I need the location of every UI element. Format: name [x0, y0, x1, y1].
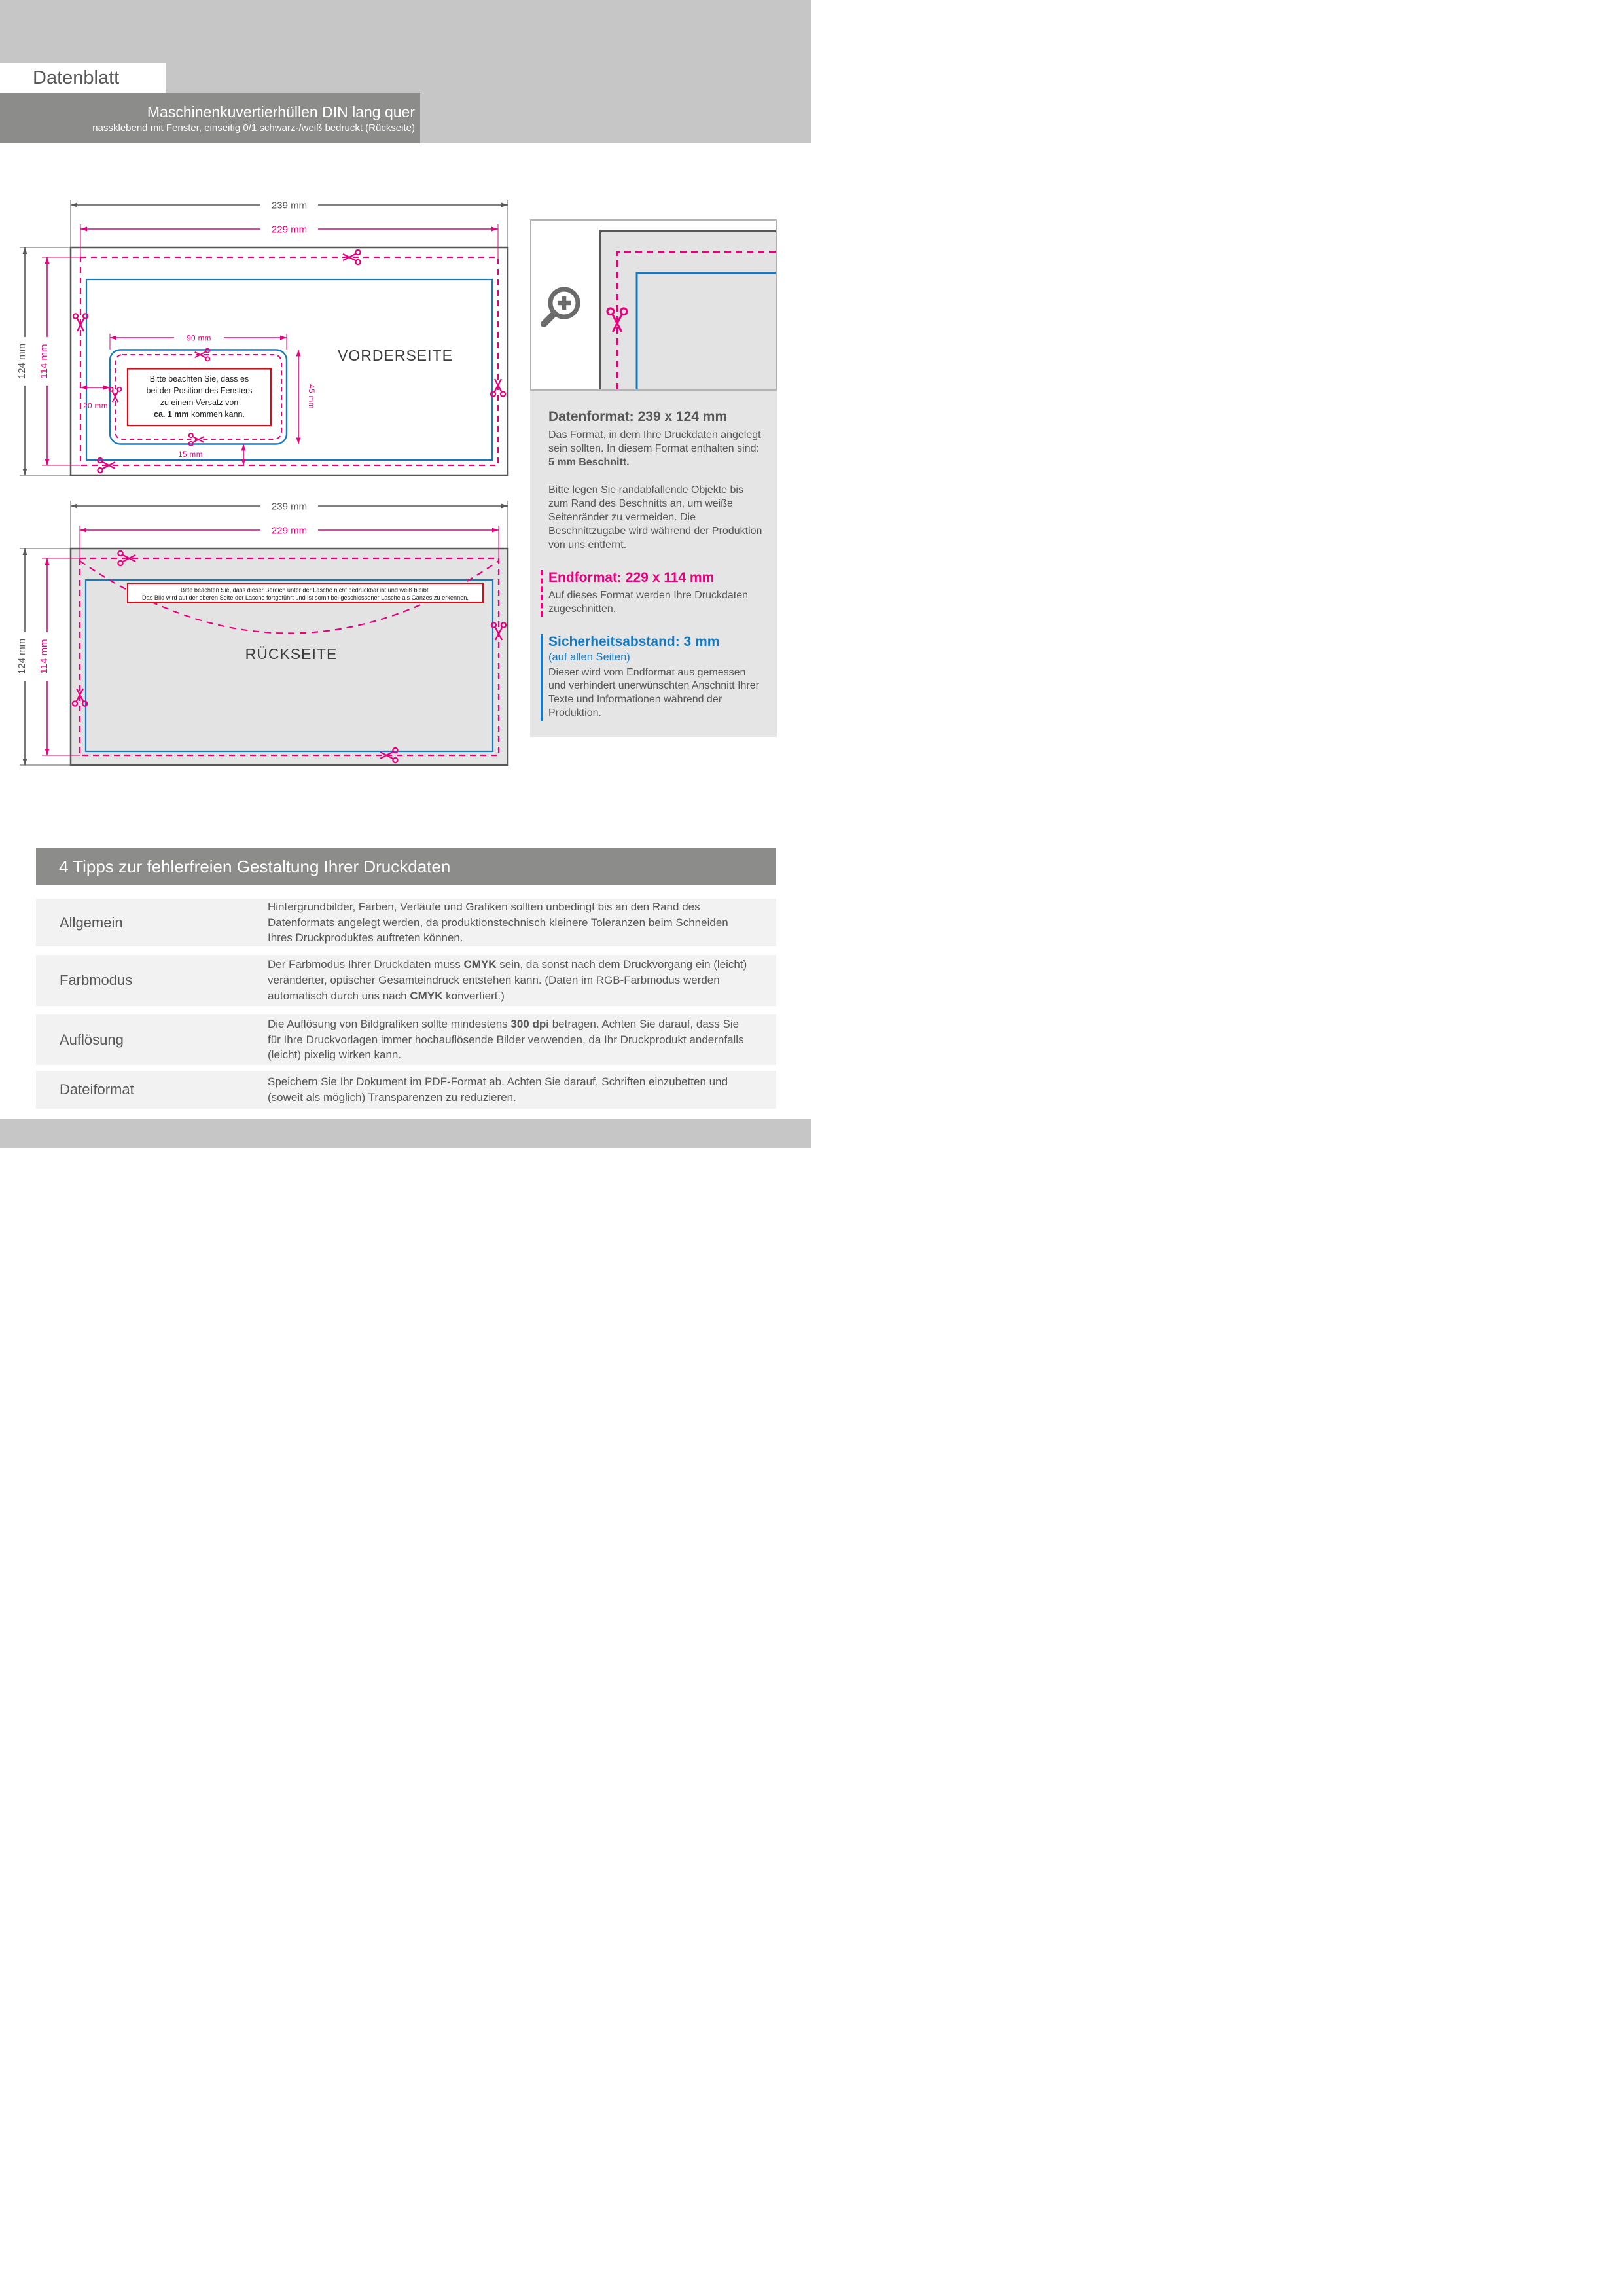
dim-label: 124 mm — [16, 343, 27, 380]
tip-text-segment-bold: CMYK — [463, 958, 497, 971]
datenformat-paragraph-1 — [548, 429, 762, 470]
tip-row-allgemein — [36, 899, 776, 946]
dim-label: 114 mm — [39, 344, 50, 379]
dim-label: 90 mm — [187, 334, 211, 343]
dim-label: 229 mm — [271, 224, 308, 236]
tip-text-segment: Die Auflösung von Bildgrafiken sollte mindestens — [268, 1017, 511, 1030]
tip-text-segment-bold: 300 dpi — [510, 1017, 549, 1030]
back-side-label: RÜCKSEITE — [245, 645, 338, 662]
endformat-paragraph: Auf dieses Format werden Ihre Druckdaten zugeschnitten. — [548, 589, 749, 615]
tip-text — [268, 1016, 776, 1063]
dim-label: 229 mm — [271, 525, 308, 537]
product-subtitle: nassklebend mit Fenster, einseitig 0/1 schwarz-/weiß bedruckt (Rückseite) — [92, 122, 415, 134]
tip-text — [268, 899, 776, 946]
datenformat-title: Datenformat: 239 x 124 mm — [548, 409, 728, 424]
front-diagram — [0, 187, 530, 478]
corner-detail-box — [530, 219, 777, 391]
datasheet-page — [0, 0, 812, 1148]
front-side-label: VORDERSEITE — [338, 347, 453, 364]
tip-text — [268, 1074, 776, 1105]
flap-note-line1: Bitte beachten Sie, dass dieser Bereich unter der Lasche nicht bedruckbar ist und weiß bleibt. — [181, 586, 430, 594]
window-note-line4: ca. 1 mm kommen kann. — [154, 410, 245, 419]
sheet-title-box — [0, 63, 166, 93]
sheet-title: Datenblatt — [33, 67, 120, 88]
sicherheitsabstand-block — [541, 634, 762, 721]
dim-label: 15 mm — [178, 451, 203, 459]
sicherheitsabstand-title: Sicherheitsabstand: 3 mm — [548, 634, 720, 649]
tips-title: 4 Tipps zur fehlerfreien Gestaltung Ihrer Druckdaten — [59, 856, 451, 876]
tip-text-segment: konvertiert.) — [442, 989, 505, 1002]
magnifier-plus-icon — [544, 289, 578, 324]
datenformat-p1-bold: 5 mm Beschnitt. — [548, 456, 630, 468]
dim-label: 239 mm — [271, 501, 308, 512]
window-note-line3: zu einem Versatz von — [160, 398, 239, 407]
dim-label: 45 mm — [307, 384, 315, 409]
tip-text-segment: betragen. Achten Sie darauf, dass Sie für Ihre Druckvorlagen immer hochauflösende Bilder verwenden, da Ihr Druckprodukt andernfalls (leicht) pixelig wirken kann. — [268, 1017, 744, 1062]
product-title: Maschinenkuvertierhüllen DIN lang quer — [147, 103, 415, 120]
tip-text-segment-bold: CMYK — [410, 989, 443, 1002]
tip-row-aufloesung — [36, 1014, 776, 1065]
sicherheitsabstand-subtitle: (auf allen Seiten) — [548, 651, 630, 663]
tip-label: Auflösung — [60, 1031, 124, 1048]
tip-text-segment: sein, da sonst nach dem Druckvorgang ein (leicht) veränderter, optischer Gesamteindruck entstehen kann. (Daten im RGB-Farbmodus werden automatisch durch uns nach — [268, 958, 747, 1002]
sicherheitsabstand-paragraph: Dieser wird vom Endformat aus gemessen und verhindert unerwünschten Anschnitt Ihrer Texte und Informationen während der Produktion. — [548, 666, 759, 719]
dim-label: 20 mm — [83, 403, 108, 410]
tip-label: Allgemein — [60, 914, 123, 931]
datenformat-paragraph-2: Bitte legen Sie randabfallende Objekte bis zum Rand des Beschnitts an, um weiße Seitenränder zu vermeiden. Die Beschnittzugabe wird während der Produktion von uns entfernt. — [548, 484, 762, 550]
product-banner — [0, 93, 420, 143]
tip-row-dateiformat — [36, 1071, 776, 1109]
footer-gray-band — [0, 1119, 812, 1148]
endformat-block — [541, 570, 762, 617]
tip-text-segment: Der Farbmodus Ihrer Druckdaten muss — [268, 958, 464, 971]
tip-row-farbmodus — [36, 955, 776, 1006]
tips-header-banner — [36, 848, 776, 885]
tip-text — [268, 957, 776, 1003]
tip-text-segment: Hintergrundbilder, Farben, Verläufe und Grafiken sollten unbedingt bis an den Rand des Datenformats angelegt werden, da produktionstechnisch kleinere Toleranzen beim Schneiden Ihres Druckproduktes auftreten können. — [268, 900, 728, 944]
spacer — [548, 470, 762, 484]
dim-label: 114 mm — [39, 639, 50, 674]
endformat-title: Endformat: 229 x 114 mm — [548, 569, 715, 585]
back-diagram — [0, 488, 530, 779]
tip-label: Farbmodus — [60, 972, 133, 988]
datenformat-p1-text: Das Format, in dem Ihre Druckdaten angelegt sein sollten. In diesem Format enthalten sind: — [548, 429, 761, 454]
window-note-line2: bei der Position des Fensters — [146, 386, 253, 395]
window-note-line1: Bitte beachten Sie, dass es — [149, 374, 249, 384]
format-info-panel — [530, 391, 777, 737]
dim-label: 124 mm — [16, 638, 27, 675]
dim-label: 239 mm — [271, 200, 308, 211]
corner-detail-diagram — [531, 221, 776, 389]
tip-label: Dateiformat — [60, 1081, 134, 1098]
tip-text-segment: Speichern Sie Ihr Dokument im PDF-Format ab. Achten Sie darauf, Schriften einzubetten und (soweit als möglich) Transparenzen zu reduzieren. — [268, 1075, 728, 1103]
flap-note-line2: Das Bild wird auf der oberen Seite der Lasche fortgeführt und ist somit bei geschlossener Lasche als Ganzes zu erkennen. — [142, 594, 469, 601]
